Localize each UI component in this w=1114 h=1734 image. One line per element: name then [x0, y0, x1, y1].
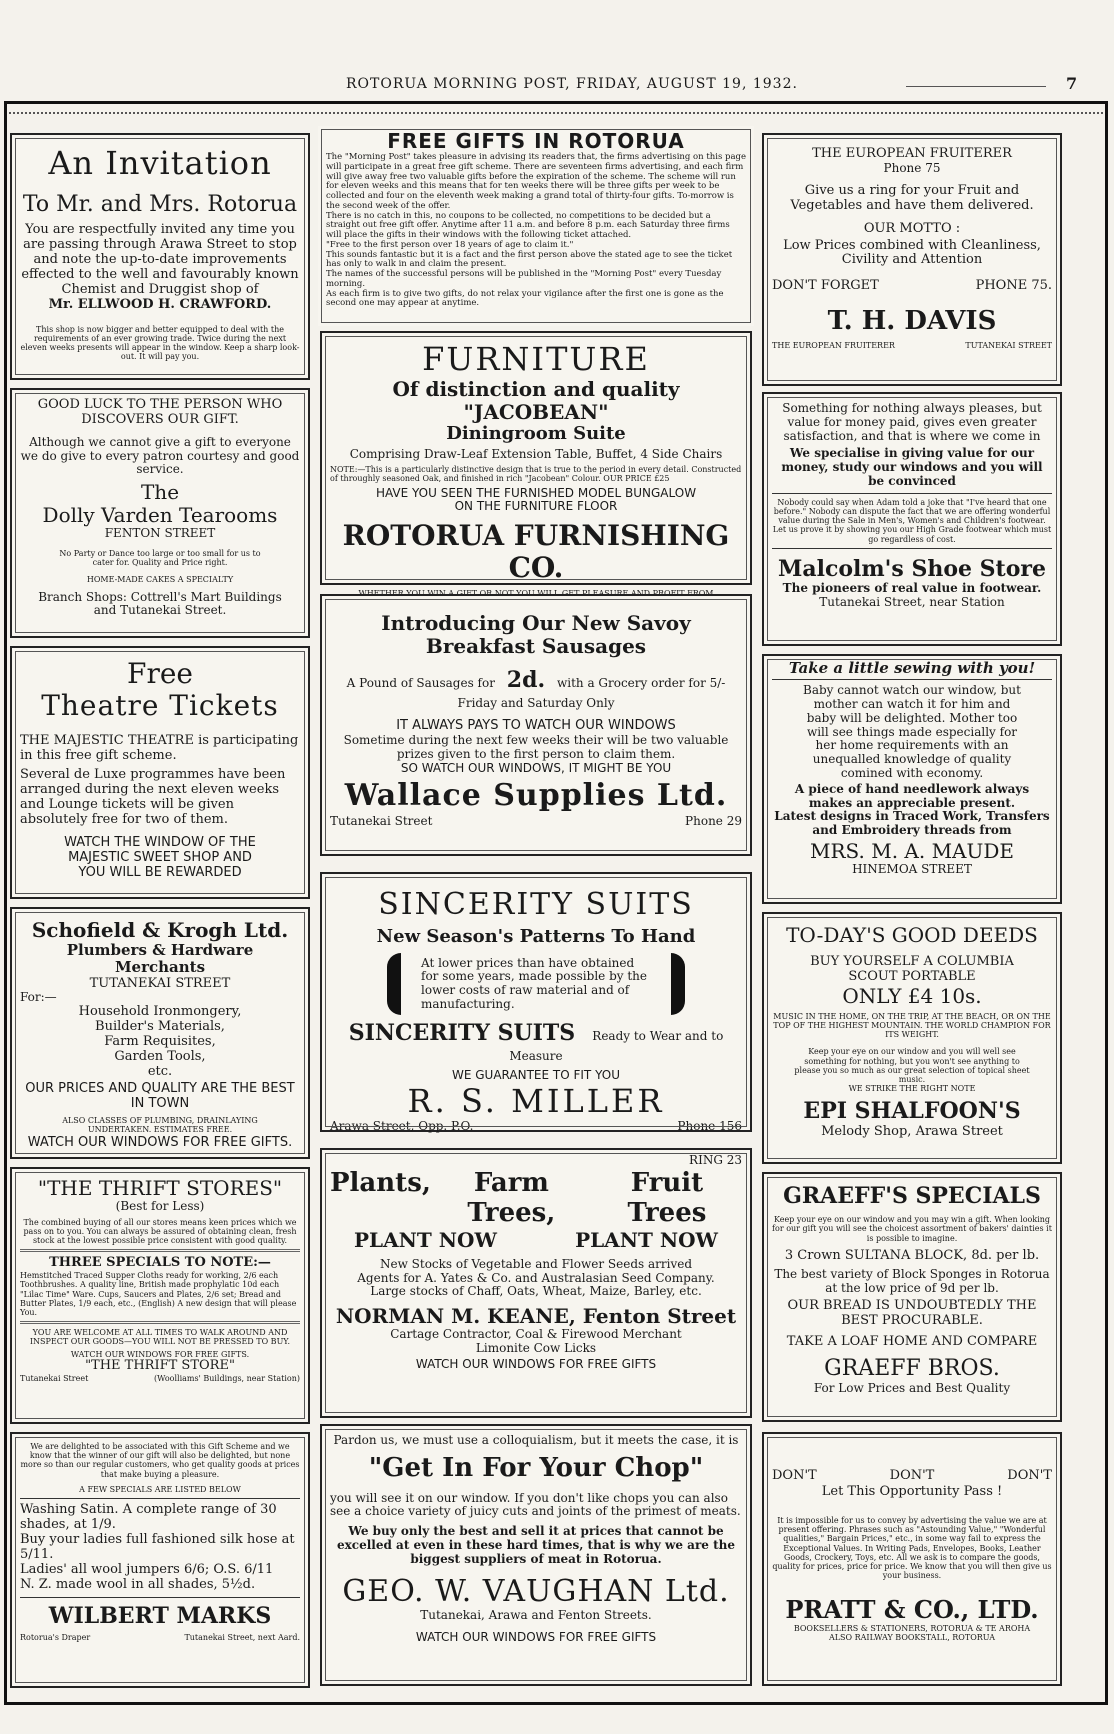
- crawford-name: Mr. ELLWOOD H. CRAWFORD.: [48, 296, 272, 312]
- keane-plants: Plants,: [330, 1167, 431, 1198]
- wilbert-name: WILBERT MARKS: [48, 1602, 272, 1629]
- keane-para-2: Agents for A. Yates & Co. and Australasian Seed Company.: [357, 1270, 715, 1285]
- wallace-with: with a Grocery order for 5/-: [556, 676, 726, 690]
- pratt-let: Let This Opportunity Pass !: [821, 1484, 1003, 1499]
- wallace-footer-right: Phone 29: [685, 813, 742, 828]
- shalfoon-name: EPI SHALFOON'S: [803, 1098, 1021, 1125]
- schofield-item-1: Household Ironmongery,: [78, 1004, 242, 1020]
- keane-plant-now-1: PLANT NOW: [354, 1227, 497, 1252]
- furniture-subhead: Of distinction and quality "JACOBEAN": [392, 376, 680, 424]
- maude-headline: Take a little sewing with you!: [772, 660, 1052, 680]
- malcolm-para-2: We specialise in giving value for our money, study our windows and you will be convinced: [781, 446, 1043, 488]
- wilbert-special-4: N. Z. made wool in all shades, 5½d.: [20, 1576, 256, 1592]
- keane-para-3: Large stocks of Chaff, Oats, Wheat, Maize, Barley, etc.: [370, 1284, 702, 1299]
- free-gifts-article: [318, 126, 754, 326]
- wilbert-rule: [20, 1498, 300, 1499]
- shalfoon-ad: [762, 912, 1062, 1164]
- wallace-days: Friday and Saturday Only: [457, 696, 615, 711]
- keane-name: NORMAN M. KEANE, Fenton Street: [335, 1304, 737, 1329]
- miller-body-row: [330, 953, 742, 1015]
- miller-ad: [320, 872, 752, 1132]
- wallace-pays: IT ALWAYS PAYS TO WATCH OUR WINDOWS: [396, 718, 676, 734]
- free-gifts-headline: FREE GIFTS IN ROTORUA: [387, 129, 685, 153]
- dolly-street: FENTON STREET: [104, 526, 216, 541]
- keane-para-1: New Stocks of Vegetable and Flower Seeds arrived: [379, 1256, 693, 1271]
- maude-para-1: Baby cannot watch our window, but mother can watch it for him and baby will be delighted. Mother too will see things made especially for her home requirements with an unequalled knowledge of quality comined with economy.: [803, 683, 1021, 781]
- dolly-note: No Party or Dance too large or too small for us to cater for. Quality and Price right.: [59, 549, 261, 568]
- shalfoon-para-2: Keep your eye on our window and you will well see something for nothing, but you won't see anything to please you so much as our great selection of topical sheet music.: [794, 1047, 1030, 1084]
- crawford-note: This shop is now bigger and better equipped to deal with the requirements of an ever growing trade. Twice during the next eleven weeks presents will appear in the window. Keep a sharp look-out. It will pay you.: [20, 324, 300, 362]
- miller-guarantee: WE GUARANTEE TO FIT YOU: [452, 1067, 620, 1082]
- free-gifts-para-4: This sounds fantastic but it is a fact and the first person above the stated age to see the ticket has only to walk in and claim the present.: [326, 249, 733, 270]
- malcolm-para-3: The pioneers of real value in footwear.: [782, 581, 1042, 596]
- vaughan-watch: WATCH OUR WINDOWS FOR FREE GIFTS: [415, 1629, 657, 1644]
- pratt-dont-1: DON'T: [772, 1468, 817, 1483]
- miller-headline: SINCERITY SUITS: [378, 887, 694, 922]
- theatre-headline-2: Theatre Tickets: [41, 689, 279, 723]
- thrift-name: "THE THRIFT STORES": [37, 1176, 283, 1200]
- thrift-footer-left: Tutanekai Street: [20, 1373, 89, 1383]
- schofield-also: ALSO CLASSES OF PLUMBING, DRAINLAYING UNDERTAKEN. ESTIMATES FREE.: [62, 1115, 258, 1134]
- page-header: [0, 76, 1114, 100]
- dolly-line-1: GOOD LUCK TO THE PERSON WHO: [37, 397, 283, 412]
- malcolm-para-1: Something for nothing always pleases, but value for money paid, gives even greater satisfaction, and that is where we come in: [782, 401, 1042, 443]
- theatre-headline-1: Free: [127, 657, 193, 690]
- thrift-stores-ad: [10, 1167, 310, 1424]
- theatre-para-1: THE MAJESTIC THEATRE is participating in this free gift scheme.: [20, 733, 299, 764]
- wilbert-footer-left: Rotorua's Draper: [20, 1632, 91, 1642]
- left-bracket-icon: [387, 953, 401, 1015]
- thrift-three: THREE SPECIALS TO NOTE:—: [49, 1255, 271, 1271]
- furniture-comprising: Comprising Draw-Leaf Extension Table, Buffet, 4 Side Chairs: [349, 447, 723, 462]
- davis-footer-left: THE EUROPEAN FRUITERER: [772, 341, 895, 351]
- dolly-body: Although we cannot give a gift to everyone we do give to every patron courtesy and good service.: [20, 434, 300, 477]
- wilbert-special-2: Buy your ladies full fashioned silk hose at 5/11.: [20, 1531, 295, 1562]
- crawford-subhead: To Mr. and Mrs. Rotorua: [22, 191, 298, 217]
- maude-para-2: A piece of hand needlework always makes an appreciable present.: [794, 781, 1030, 810]
- davis-line-1: THE EUROPEAN FRUITERER: [812, 146, 1012, 161]
- shalfoon-strike: WE STRIKE THE RIGHT NOTE: [848, 1084, 976, 1094]
- thrift-footer: [20, 1374, 300, 1383]
- malcolm-para-4: Tutanekai Street, near Station: [819, 594, 1005, 609]
- furniture-seen-1: HAVE YOU SEEN THE FURNISHED MODEL BUNGALOW: [375, 485, 697, 500]
- davis-forget: DON'T FORGET: [772, 278, 879, 294]
- pratt-ad: [762, 1432, 1062, 1686]
- thrift-para-1: The combined buying of all our stores means keen prices which we pass on to you. You can always be assured of obtaining clean, fresh stock at the lowest possible price consistent with good quality.: [23, 1217, 297, 1246]
- schofield-street: TUTANEKAI STREET: [89, 975, 231, 991]
- thrift-store: "THE THRIFT STORE": [85, 1357, 235, 1373]
- theatre-watch-2: MAJESTIC SWEET SHOP AND: [68, 849, 252, 865]
- pratt-line-2: ALSO RAILWAY BOOKSTALL, ROTORUA: [828, 1633, 996, 1643]
- vaughan-headline: "Get In For Your Chop": [368, 1452, 704, 1483]
- miller-ready: Ready to Wear and to Measure: [509, 1029, 724, 1064]
- shalfoon-headline: TO-DAY'S GOOD DEEDS: [786, 923, 1038, 947]
- keane-ring: RING 23: [689, 1153, 742, 1167]
- schofield-item-4: Garden Tools,: [114, 1049, 206, 1065]
- schofield-for: For:—: [20, 990, 57, 1005]
- furniture-note: NOTE:—This is a particularly distinctive design that is true to the period in every detail. Constructed of throughly seasoned Oak, and finished in rich "Jacobean" Colour. OUR PRICE £25: [330, 465, 742, 484]
- davis-fruiterer-ad: [762, 133, 1062, 386]
- vaughan-streets: Tutanekai, Arawa and Fenton Streets.: [420, 1608, 652, 1623]
- free-gifts-para-5: The names of the successful persons will be published in the "Morning Post" every Tuesday morning.: [326, 269, 722, 289]
- schofield-item-3: Farm Requisites,: [104, 1034, 216, 1050]
- miller-subhead: New Season's Patterns To Hand: [376, 925, 696, 947]
- miller-footer-right: Phone 156: [677, 1119, 742, 1134]
- davis-phone-2: PHONE 75.: [975, 278, 1052, 294]
- maude-ad: [762, 654, 1062, 904]
- furniture-company: ROTORUA FURNISHING CO.: [342, 519, 730, 585]
- furniture-seen-2: ON THE FURNITURE FLOOR: [454, 499, 618, 514]
- wilbert-footer: [20, 1633, 300, 1642]
- furnishing-ad: [320, 331, 752, 585]
- shalfoon-line-2: SCOUT PORTABLE: [848, 968, 976, 984]
- pratt-dont-3: DON'T: [1007, 1468, 1052, 1483]
- graeff-para-1: Keep your eye on our window and you may win a gift. When looking for our gift you will see the choicest assortment of bakers' dainties it is possible to imagine.: [772, 1215, 1052, 1243]
- shalfoon-line-1: BUY YOURSELF A COLUMBIA: [810, 954, 1014, 969]
- vaughan-name: GEO. W. VAUGHAN Ltd.: [342, 1573, 730, 1609]
- theatre-watch-1: WATCH THE WINDOW OF THE: [64, 835, 256, 850]
- wilbert-marks-ad: [10, 1432, 310, 1688]
- miller-footer: [330, 1119, 742, 1133]
- graeff-headline: GRAEFF'S SPECIALS: [783, 1183, 1041, 1209]
- thrift-footer-right: (Woolliams' Buildings, near Station): [154, 1373, 300, 1383]
- shalfoon-para-1: MUSIC IN THE HOME, ON THE TRIP, AT THE BEACH, OR ON THE TOP OF THE HIGHEST MOUNTAIN. THE WORLD CHAMPION FOR ITS WEIGHT.: [773, 1011, 1051, 1040]
- masthead-line: ROTORUA MORNING POST, FRIDAY, AUGUST 19, 1932.: [346, 76, 798, 92]
- thrift-divider-2: [20, 1321, 300, 1324]
- davis-footer-right: TUTANEKAI STREET: [965, 341, 1052, 351]
- vaughan-para-1: Pardon us, we must use a colloquialism, but it meets the case, it is: [333, 1433, 739, 1447]
- theatre-para-2: Several de Luxe programmes have been arranged during the next eleven weeks and Lounge tickets will be given absolutely free for two of them.: [20, 767, 286, 828]
- keane-watch: WATCH OUR WINDOWS FOR FREE GIFTS: [415, 1356, 657, 1371]
- keane-headline: [330, 1168, 742, 1228]
- davis-name: T. H. DAVIS: [827, 306, 997, 337]
- theatre-ad: [10, 646, 310, 899]
- shalfoon-price: ONLY £4 10s.: [842, 983, 982, 1008]
- wilbert-rule-2: [20, 1597, 300, 1598]
- graeff-para-5: TAKE A LOAF HOME AND COMPARE: [786, 1334, 1038, 1350]
- miller-name: R. S. MILLER: [407, 1081, 665, 1120]
- dolly-cakes: HOME-MADE CAKES A SPECIALTY: [86, 575, 234, 585]
- davis-para-2: Low Prices combined with Cleanliness, Civility and Attention: [783, 237, 1041, 268]
- schofield-prices: OUR PRICES AND QUALITY ARE THE BEST IN TOWN: [25, 1080, 295, 1111]
- theatre-watch-3: YOU WILL BE REWARDED: [78, 864, 242, 880]
- crawford-body: You are respectfully invited any time you are passing through Arawa Street to stop and note the up-to-date improvements effected to the well and favourably known Chemist and Druggist shop of: [21, 222, 299, 297]
- wallace-footer: [330, 814, 742, 828]
- graeff-name: GRAEFF BROS.: [824, 1356, 1000, 1382]
- wallace-footer-left: Tutanekai Street: [330, 813, 433, 828]
- malcolm-name: Malcolm's Shoe Store: [778, 555, 1046, 582]
- davis-forget-row: [772, 278, 1052, 293]
- schofield-krogh-ad: [10, 907, 310, 1159]
- free-gifts-para-3: "Free to the first person over 18 years of age to claim it.": [326, 239, 574, 250]
- keane-para-5: Limonite Cow Licks: [475, 1340, 597, 1355]
- dolly-the: The: [140, 480, 180, 505]
- vaughan-ad: [320, 1424, 752, 1686]
- wilbert-footer-right: Tutanekai Street, next Aard.: [184, 1632, 300, 1642]
- vaughan-para-3: We buy only the best and sell it at prices that cannot be excelled at even in these hard times, that is why we are the biggest suppliers of meat in Rotorua.: [337, 1524, 735, 1566]
- graeff-para-6: For Low Prices and Best Quality: [813, 1380, 1011, 1395]
- davis-footer: [772, 341, 1052, 350]
- miller-sincerity: SINCERITY SUITS: [348, 1020, 576, 1047]
- crawford-ad: [10, 133, 310, 380]
- keane-plant-now-row: [330, 1228, 742, 1252]
- vaughan-para-2: you will see it on our window. If you don't like chops you can also see a choice variety of juicy cuts and joints of the primest of meats.: [330, 1490, 741, 1519]
- thrift-welcome: YOU ARE WELCOME AT ALL TIMES TO WALK AROUND AND INSPECT OUR GOODS—YOU WILL NOT BE PRESSED TO BUY.: [29, 1328, 291, 1347]
- wallace-pound: A Pound of Sausages for: [346, 676, 495, 690]
- schofield-watch: WATCH OUR WINDOWS FOR FREE GIFTS.: [27, 1135, 293, 1151]
- malcolm-rule: [772, 493, 1052, 494]
- furniture-headline: FURNITURE: [422, 340, 650, 378]
- thrift-sub: (Best for Less): [115, 1199, 205, 1213]
- graeff-para-4: OUR BREAD IS UNDOUBTEDLY THE BEST PROCURABLE.: [787, 1298, 1037, 1329]
- wallace-para: Sometime during the next few weeks their will be two valuable prizes given to the first person to claim them.: [343, 733, 729, 761]
- crawford-headline: An Invitation: [48, 144, 272, 182]
- dolly-varden-ad: [10, 388, 310, 638]
- dolly-branch-1: Branch Shops: Cottrell's Mart Buildings: [38, 589, 282, 604]
- miller-body: At lower prices than have obtained for some years, made possible by the lower costs of raw material and of manufacturing.: [421, 955, 648, 1011]
- miller-footer-left: Arawa Street, Opp. P.O.: [330, 1119, 474, 1134]
- pratt-name: PRATT & CO., LTD.: [785, 1595, 1039, 1625]
- malcolm-note: Nobody could say when Adam told a joke that "I've heard that one before." Nobody can dispute the fact that we are offering wonderful value during the Sale in Men's, Women's and Children's footwear. Let us prove it by showing you our High Grade footwear which must go regardless of cost.: [772, 497, 1052, 544]
- malcolm-shoe-ad: [762, 392, 1062, 646]
- malcolm-rule-2: [772, 548, 1052, 549]
- graeff-ad: [762, 1172, 1062, 1422]
- wallace-price: 2d.: [506, 667, 546, 693]
- wilbert-few: A FEW SPECIALS ARE LISTED BELOW: [79, 1484, 241, 1494]
- furniture-suite: Diningroom Suite: [446, 422, 626, 444]
- keane-fruit-trees: Fruit Trees: [627, 1167, 707, 1228]
- wilbert-special-1: Washing Satin. A complete range of 30 shades, at 1/9.: [20, 1501, 277, 1532]
- wallace-headline-1: Introducing Our New Savoy: [381, 611, 691, 635]
- header-rule: [906, 86, 1046, 87]
- wallace-headline-2: Breakfast Sausages: [425, 634, 647, 658]
- pratt-para-1: It is impossible for us to convey by advertising the value we are at present offering. Phrases such as "Astounding Value," "Wonderful qualities," Bargain Prices," etc., in some way fail to express the Exceptional Values. In Writing Pads, Envelopes, Books, Leather Goods, Crockery, Toys, etc. All we ask is to compare the goods, quality for prices, price for price. We know that you will then give us your business.: [772, 1515, 1052, 1581]
- keane-farm-trees: Farm Trees,: [467, 1167, 556, 1228]
- schofield-item-2: Builder's Materials,: [95, 1019, 225, 1035]
- wallace-watch: SO WATCH OUR WINDOWS, IT MIGHT BE YOU: [400, 760, 672, 775]
- wilbert-para-1: We are delighted to be associated with this Gift Scheme and we know that the winner of our gift will also be delighted, but none more so than our regular customers, who get quality goods at prices that make buying a pleasure.: [20, 1442, 300, 1479]
- pratt-dont-2: DON'T: [889, 1468, 935, 1483]
- graeff-para-3: The best variety of Block Sponges in Rotorua at the low price of 9d per lb.: [774, 1266, 1050, 1295]
- pratt-dont-row: [772, 1468, 1052, 1483]
- miller-line-3: [330, 1021, 742, 1065]
- schofield-item-5: etc.: [147, 1063, 173, 1079]
- wallace-supplies-ad: [320, 594, 752, 856]
- shalfoon-shop: Melody Shop, Arawa Street: [821, 1123, 1003, 1139]
- free-gifts-para-6: As each firm is to give two gifts, do not relax your vigilance after the first one is gone as the second one may appear at anytime.: [326, 288, 724, 309]
- thrift-divider: [20, 1249, 300, 1252]
- right-bracket-icon: [671, 953, 685, 1015]
- keane-ad: [320, 1148, 752, 1418]
- pratt-line-1: BOOKSELLERS & STATIONERS, ROTORUA & TE AROHA: [793, 1623, 1031, 1633]
- maude-name: MRS. M. A. MAUDE: [809, 839, 1014, 864]
- wallace-offer: [330, 668, 742, 693]
- maude-street: HINEMOA STREET: [852, 862, 972, 877]
- keane-para-4: Cartage Contractor, Coal & Firewood Merchant: [390, 1327, 682, 1342]
- davis-para-1: Give us a ring for your Fruit and Vegetables and have them delivered.: [790, 182, 1034, 213]
- dolly-line-2: DISCOVERS OUR GIFT.: [81, 411, 239, 427]
- page-number: 7: [1066, 74, 1078, 93]
- thrift-watch: WATCH OUR WINDOWS FOR FREE GIFTS.: [70, 1349, 250, 1359]
- schofield-name: Schofield & Krogh Ltd.: [31, 918, 289, 942]
- dolly-name: Dolly Varden Tearooms: [42, 503, 278, 528]
- davis-motto: OUR MOTTO :: [863, 220, 961, 236]
- graeff-para-2: 3 Crown SULTANA BLOCK, 8d. per lb.: [784, 1247, 1040, 1263]
- davis-phone: Phone 75: [883, 160, 941, 175]
- dolly-branch-2: and Tutanekai Street.: [93, 603, 227, 618]
- free-gifts-para-2: There is no catch in this, no coupons to be collected, no competitions to be decided but a straight out free gift offer. Anytime after 11 a.m. and before 8 p.m. each Saturday three firms will place the gifts in their windows with the following ticket attached.: [326, 210, 730, 241]
- schofield-trade: Plumbers & Hardware Merchants: [66, 941, 254, 977]
- free-gifts-para-1: The "Morning Post" takes pleasure in advising its readers that, the firms advertising on this page will participate in a great free gift scheme. There are seventeen firms advertising, and each firm will give away free two valuable gifts before the expiration of the scheme. The scheme will run for eleven weeks and this means that for ten weeks there will be three gifts per week to be collected and four on the eleventh week making a grand total of thirty-four gifts. To-morrow is the second week of the offer.: [326, 152, 746, 211]
- wilbert-special-3: Ladies' all wool jumpers 6/6; O.S. 6/11: [20, 1561, 274, 1577]
- keane-plant-now-2: PLANT NOW: [575, 1227, 718, 1252]
- thrift-para-2: Hemstitched Traced Supper Cloths ready for working, 2/6 each Toothbrushes. A quality line, British made prophylatic 10d each "Lilac Time" Ware. Cups, Saucers and Plates, 2/6 set; Bread and Butter Plates, 1/9 each, etc., (English) A new design that will please You.: [20, 1271, 297, 1318]
- wallace-name: Wallace Supplies Ltd.: [344, 778, 728, 814]
- maude-para-3: Latest designs in Traced Work, Transfers and Embroidery threads from: [774, 809, 1050, 838]
